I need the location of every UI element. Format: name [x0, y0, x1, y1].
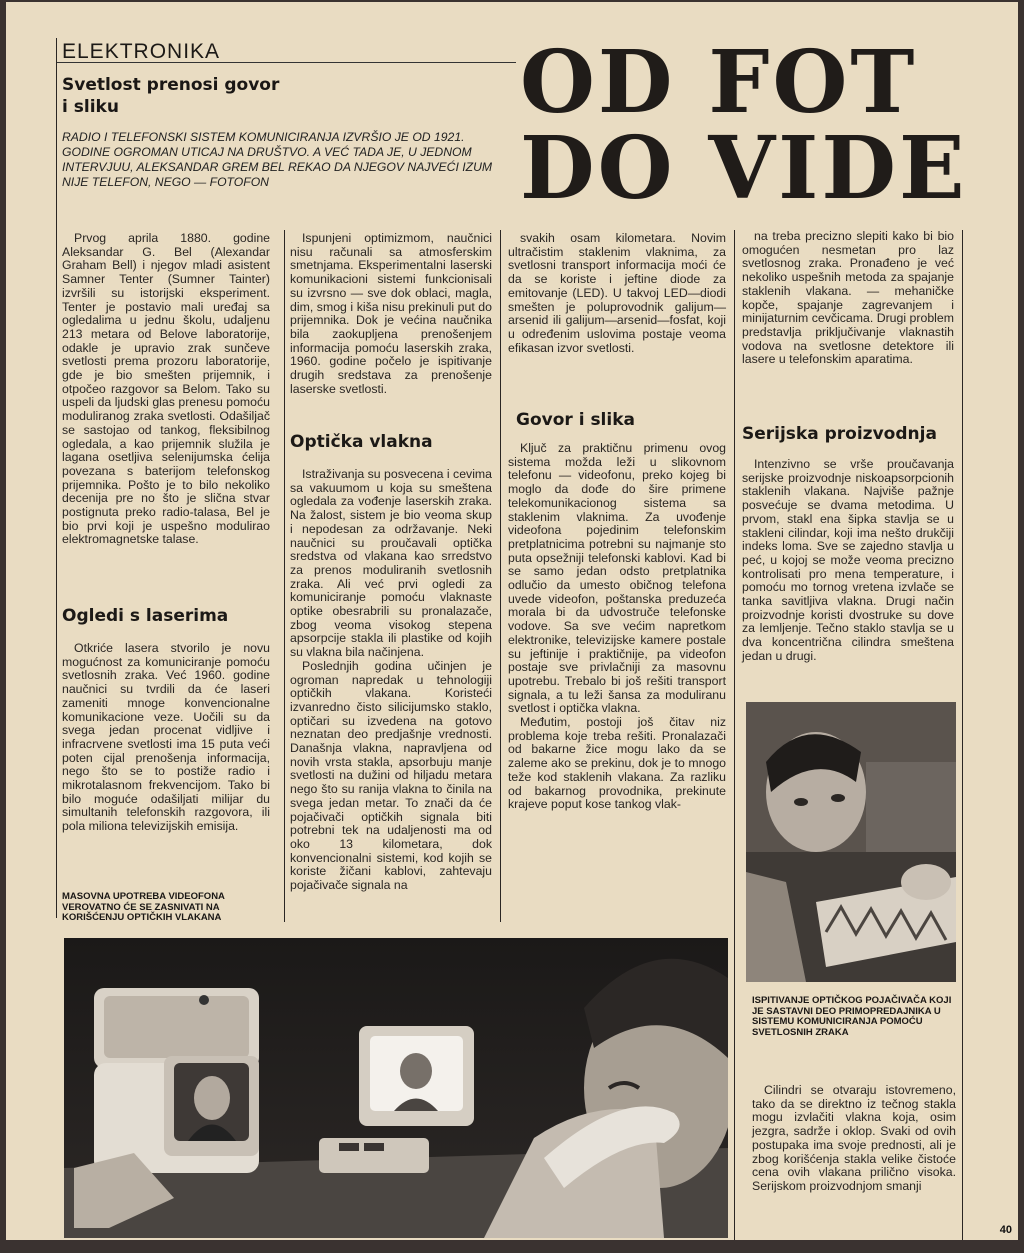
- paragraph: Intenzivno se vrše proučavanja serijske proizvodnje niskoapsorpcionih staklenih vlakana. Najviše pažnje posvećuje se dvama metodima. U prvom, stakl ena šipka stavlja se u stakleni cilindar, koji ima nešto drukčiji indeks loma. Sve se zajedno stavlja u peć, u kojoj se može veoma precizno kontrolisati pro mena temperature, i pomoću mo tornog vretena izvlače se tanka savitljiva vlakna. Drugi način proizvodnje koristi dvostruke su dove za lemljenje. Tečno staklo stavlja se u dva koncentrična cilindra smeštena jedan u drugi.: [742, 457, 954, 663]
- column-4-text-3: [752, 1084, 956, 1194]
- paragraph: Ključ za praktičnu primenu ovog sistema možda leži u slikovnom telefonu — videofonu, preko kojeg bi moglo da dođe do šire primene telekomunikacionog sistema sa staklenim vlaknima. Za uvođenje videofona pojedinim telefonskim pretplatnicima potrebni su najmanje sto puta opsežniji telefonski kablovi. Kad bi se samo jedan odsto pretplatnika odlučio da umesto običnog telefona uvede videofon, poštanska preduzeća morala bi da udvostruče telefonske vodove. Sa sve većim napretkom elektronike, televizijske kamere postale su jeftinije i praktičnije, pa videofon postaje sve privlačniji za masovnu upotrebu. Trebalo bi još rešiti transport signala, a tu leži šansa za moduliranu svetlost i optička vlakna.: [508, 441, 726, 716]
- column-rule: [284, 230, 285, 922]
- column-3-text-2: [508, 442, 726, 812]
- kicker: [62, 74, 362, 118]
- column-rule: [734, 230, 735, 1240]
- column-rule: [962, 230, 963, 1240]
- column-rule: [56, 38, 57, 918]
- photo-amplifier-image: [746, 702, 956, 982]
- photo-caption-videofon: MASOVNA UPOTREBA VIDEOFONA VEROVATNO ĆE SE ZASNIVATI NA KORIŠĆENJU OPTIČKIH VLAKANA: [62, 891, 225, 923]
- photo-caption-amplifier: ISPITIVANJE OPTIČKOG POJAČIVAČA KOJI JE SASTAVNI DEO PRIMOPREDAJNIKA U SISTEMU KOMUNICIRANJA POMOĆU SVETLOSNIH ZRAKA: [752, 995, 952, 1038]
- column-4-text-2: [742, 458, 954, 664]
- subhead-govor-i-slika: Govor i slika: [516, 410, 635, 430]
- section-rule: [56, 62, 516, 63]
- paragraph: Ispunjeni optimizmom, naučnici nisu računali sa atmosferskim smetnjama. Eksperimentalni laserski komunikacioni sistemi funkcionisali su izvrsno — sve dok oblaci, magla, dim, smog i kiša nisu prekinuli put do prijemnika. Dok je većina naučnika bila zaokupljena prenošenjem informacija pomoću laserskih zraka, 1960. godine počelo je ispitivanje drugih sredstava za prenošenje laserske svetlosti.: [290, 231, 492, 396]
- kicker-line-1: Svetlost prenosi govor: [62, 75, 280, 95]
- paragraph: Međutim, postoji još čitav niz problema koje treba rešiti. Pronalazači od bakarne žice mogu lako da se zaleme ako se prekinu, dok je to mnogo teže kod staklenih vlakana. Za razliku od bakarnog provodnika, prekinute krajeve poput kose tankog vlak-: [508, 715, 726, 812]
- column-3-text: [508, 232, 726, 355]
- photo-videophone: [64, 938, 728, 1238]
- column-2-text-2: [290, 468, 492, 893]
- paragraph: svakih osam kilometara. Novim ultračistim staklenim vlaknima, za svetlosni transport informacija moći će da se koriste i jeftine diode za emitovanje (LED). U takvoj LED—diodi smešten je poluprovodnik galijum—arsenid ili galijum—arsenid—fosfat, koji u određenim uslovima postaje veoma efikasan izvor svetlosti.: [508, 231, 726, 355]
- paragraph: Poslednjih godina učinjen je ogroman napredak u tehnologiji optičkih vlakana. Koristeći izvanredno čisto silicijumsko staklo, optičari su izvedena na gotovo neznatan deo predjašnje vrednosti. Današnja vlakna, napravljena od novih vrsta stakla, apsorbuju manje svetlosti na dužini od hiljadu metara nego što su ranija vlakna to činila na svega jedan metar. To znači da će pojačivači optičkih signala biti potrebni tek na udaljenosti ma od oko 13 kilometara, dok konvencionalni sistemi, kod kojih se koriste žičani kablovi, zahtevaju pojačivače signala na: [290, 658, 492, 893]
- column-rule: [500, 230, 501, 922]
- page-number: 40: [999, 1224, 1012, 1236]
- paragraph: Cilindri se otvaraju istovremeno, tako da se direktno iz tečnog stakla mogu izvlačiti vlakna koja, osim jezgra, sadrže i oklop. Svaki od ovih postupaka ima svoje prednosti, ali je zbog korišćenja stakla velike čistoće cena ovih vlakana prilično visoka. Serijskom proizvodnjom smanji: [752, 1083, 956, 1193]
- magazine-page: [6, 2, 1018, 1240]
- kicker-line-2: i sliku: [62, 97, 119, 117]
- subhead-serijska: Serijska proizvodnja: [742, 424, 937, 444]
- paragraph: Prvog aprila 1880. godine Aleksandar G. Bel (Alexandar Graham Bell) i njegov mladi asistent Samner Tenter (Sumner Tainter) izvršili su istorijski eksperiment. Tenter je postavio mali uređaj sa ogledalima u jednu školu, udaljenu 213 metara od Belove laboratorije, odakle je upravio zrak sunčeve svetlosti prema prozoru laboratorije, gde je bio smešten prijemnik, i otpočeo razgovor sa Belom. Tako su uspeli da ljudski glas prenesu pomoću moduliranog zraka svetlosti. Odašiljač se sastojao od tankog, fleksibilnog ogledala, a kao prijemnik služila je lagana osetljiva selenijumska ćelija povezana s baterijom telefonskog prijemnika. Pošto je to bilo nekoliko decenija pre no što je slična stvar postignuta preko radio-talasa, Bel je bio prvi koji je uspešno modulirao elektromagnetske talase.: [62, 231, 270, 547]
- headline-line-2: DO VIDE: [520, 118, 968, 219]
- paragraph: Istraživanja su posvecena i cevima sa vakuumom u koja su smeštena ogledala za vođenje laserskih zraka. Na žalost, sistem je bio veoma skup i nepodesan za održavanje. Neki naučnici su proučavali optička sredstva od vlakana kao srredstvo za prenos moduliranih svetlosnih zraka. Ali već prvi ogledi za komuniciranje pomoću vlaknaste optike obesrabrili su pronalazače, zbog veoma visokog stepena apsorpcije staklа ili plastike od kojih su vlakna bila načinjena.: [290, 467, 493, 660]
- column-1-text: [62, 232, 270, 547]
- paragraph: Otkriće lasera stvorilo je novu mogućnost za komuniciranje pomoću svetlosnih zraka. Već 1960. godine naučnici su tvrdili da će laseri zameniti mnoge konvencionalne komunikacione veze. Uočili su da svega jedan procenat vidljive i infracrvene svetlosti ima 15 puta veći poten cijal prenošenja informacija, nego što se to postiže radio i mikrotalasnom frekvencijom. Tako bi bilo moguće odašiljati milijar du simultanih telefonskih razgovora, ili pola miliona televizijskih emisija.: [62, 641, 270, 834]
- column-2-text: [290, 232, 492, 396]
- paragraph: na treba precizno slepiti kako bi bio omogućen nesmetan pro laz svetlosnog zraka. Pronađeno je već nekoliko uspešnih metoda za spajanje staklenih vlakana. — mehaničke kopče, spajanje zagrevanjem i minijaturnim cevčicama. Drugi problem predstavlja priključivanje vlaknastih vodova na svetlosne detektore ili lasere u telefonskim aparatima.: [742, 229, 954, 367]
- photo-videophone-image: [64, 938, 728, 1238]
- column-1-text-2: [62, 642, 270, 834]
- lead-paragraph: RADIO I TELEFONSKI SISTEM KOMUNICIRANJA IZVRŠIO JE OD 1921. GODINE OGROMAN UTICAJ NA DRUŠTVO. A VEĆ TADA JE, U JEDNOM INTERVJUU, ALEKSANDAR GREM BEL REKAO DA NJEGOV NAJVEĆI IZUM NIJE TELEFON, NEGO — FOTOFON: [62, 130, 493, 189]
- subhead-ogledi: Ogledi s laserima: [62, 606, 229, 626]
- headline-line-1: OD FOT: [520, 32, 918, 133]
- column-4-text: [742, 230, 954, 367]
- subhead-opticka-vlakna: Optička vlakna: [290, 432, 433, 452]
- section-label: ELEKTRONIKA: [62, 40, 221, 63]
- photo-amplifier-test: [746, 702, 956, 982]
